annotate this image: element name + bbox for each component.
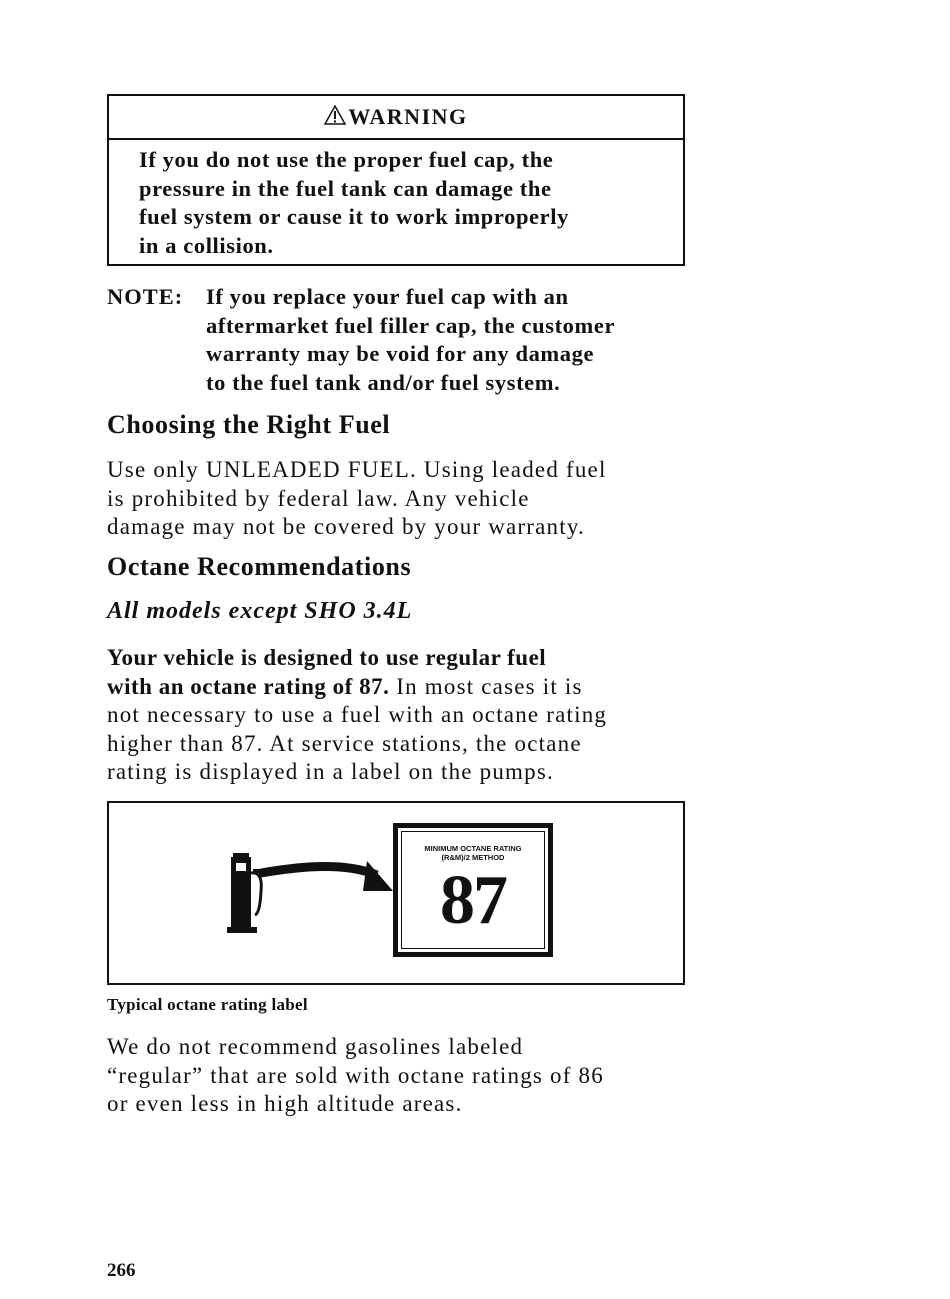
octane-bold-line: Your vehicle is designed to use regular fuel: [107, 645, 547, 670]
warning-line: fuel system or cause it to work improperly: [139, 204, 569, 229]
fuel-pump-icon: [227, 851, 407, 941]
warning-body: [109, 140, 683, 260]
warning-box: [107, 94, 685, 266]
octane-rating-label: [393, 823, 553, 957]
octane-paragraph: [107, 644, 707, 787]
closing-line: “regular” that are sold with octane ratings of 86: [107, 1062, 604, 1088]
octane-figure: [107, 801, 685, 985]
note-block: [107, 283, 707, 397]
warning-triangle-icon: [324, 105, 346, 125]
warning-line: If you do not use the proper fuel cap, the: [139, 147, 554, 172]
closing-paragraph: [107, 1033, 707, 1119]
octane-line-rest: In most cases it is: [389, 673, 583, 699]
octane-line: higher than 87. At service stations, the octane: [107, 730, 582, 756]
closing-line: We do not recommend gasolines labeled: [107, 1034, 524, 1059]
note-line: warranty may be void for any damage: [206, 341, 595, 366]
note-text: [206, 283, 707, 397]
octane-label-caption: [398, 844, 548, 862]
octane-label-title: MINIMUM OCTANE RATING: [424, 844, 522, 853]
heading-choosing-fuel: Choosing the Right Fuel: [107, 410, 391, 439]
warning-title: WARNING: [348, 104, 468, 129]
subheading-models: All models except SHO 3.4L: [107, 598, 413, 624]
note-line: aftermarket fuel filler cap, the customer: [206, 312, 616, 338]
note-line: to the fuel tank and/or fuel system.: [206, 369, 561, 395]
fuel-line: damage may not be covered by your warranty.: [107, 514, 585, 539]
heading-octane: Octane Recommendations: [107, 552, 412, 581]
figure-caption: Typical octane rating label: [107, 995, 308, 1014]
note-label: NOTE:: [107, 284, 184, 309]
octane-line: not necessary to use a fuel with an octane rating: [107, 702, 608, 727]
fuel-paragraph: [107, 456, 707, 542]
warning-header: [109, 96, 683, 140]
octane-bold-line: with an octane rating of 87.: [107, 673, 390, 699]
note-line: If you replace your fuel cap with an: [206, 284, 569, 309]
closing-line: or even less in high altitude areas.: [107, 1091, 463, 1116]
octane-label-method: (R&M)/2 METHOD: [441, 853, 505, 862]
warning-line: in a collision.: [139, 232, 274, 258]
fuel-line: Use only UNLEADED FUEL. Using leaded fuel: [107, 457, 607, 482]
octane-line: rating is displayed in a label on the pumps.: [107, 759, 554, 784]
warning-line: pressure in the fuel tank can damage the: [139, 175, 552, 201]
page-number: 266: [107, 1260, 136, 1281]
octane-number: 87: [440, 862, 506, 939]
fuel-line: is prohibited by federal law. Any vehicle: [107, 485, 530, 511]
